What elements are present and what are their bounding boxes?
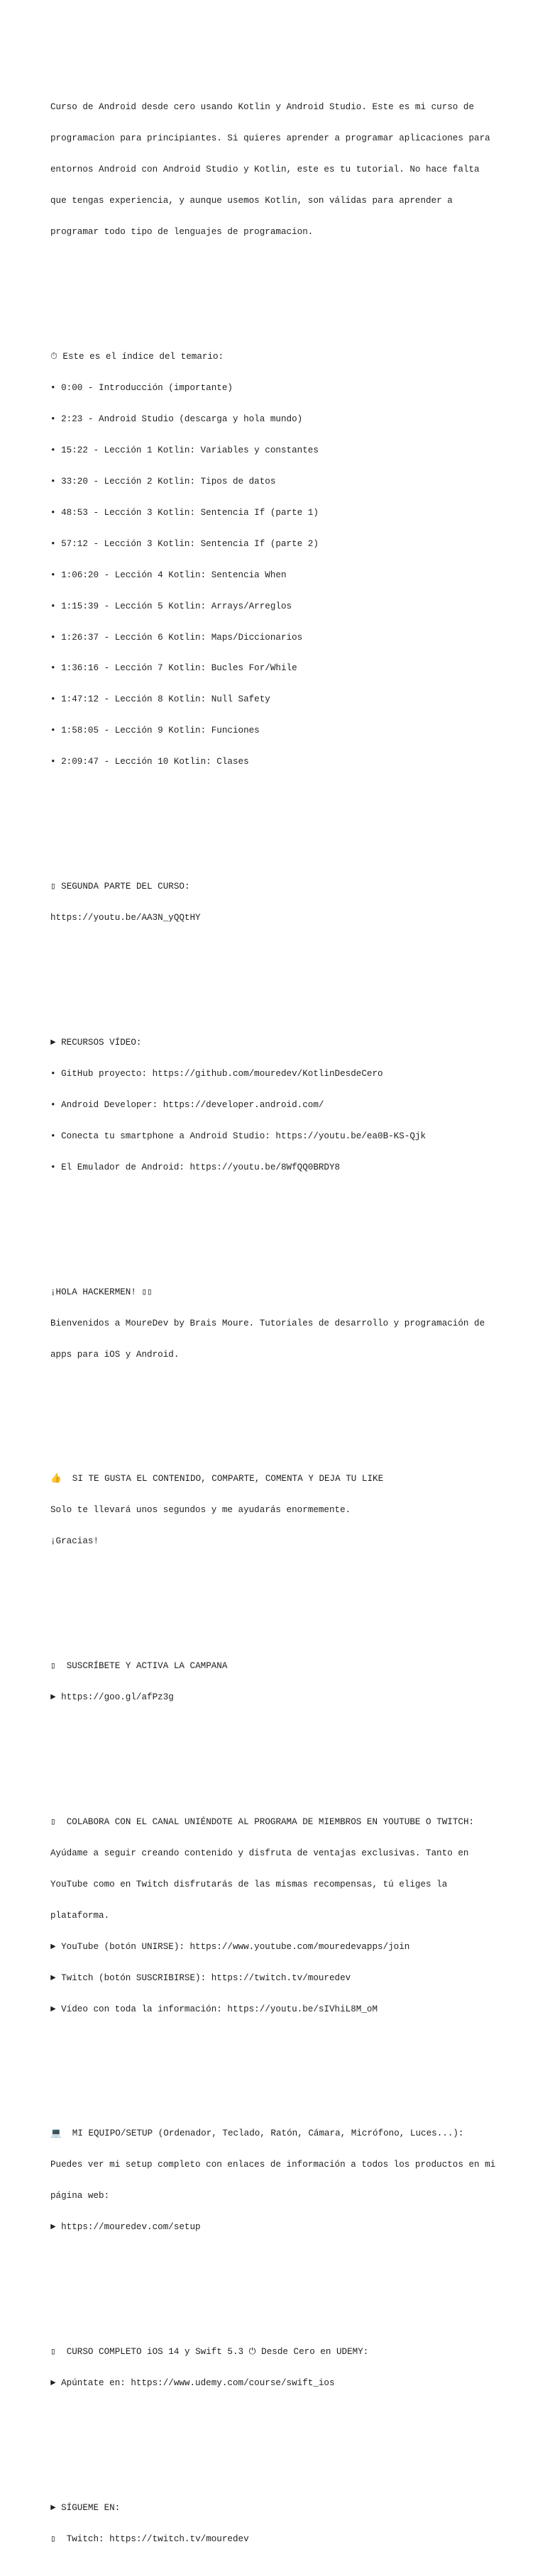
like-line: ¡Gracias! [50, 1536, 99, 1547]
resource-link[interactable]: • Android Developer: https://developer.android.com/ [50, 1099, 324, 1110]
members-line: YouTube como en Twitch disfrutarás de las mismas recompensas, tú eliges la [50, 1879, 448, 1889]
index-item[interactable]: • 1:15:39 - Lección 5 Kotlin: Arrays/Arreglos [50, 601, 292, 611]
spacer [50, 1589, 540, 1599]
resource-link[interactable]: • Conecta tu smartphone a Android Studio: https://youtu.be/ea0B-KS-Qjk [50, 1131, 426, 1141]
resource-link[interactable]: • GitHub proyecto: https://github.com/mouredev/KotlinDesdeCero [50, 1068, 383, 1079]
members-link[interactable]: ► Twitch (botón SUSCRIBIRSE): https://twitch.tv/mouredev [50, 1972, 351, 1983]
like-heading: 👍 SI TE GUSTA EL CONTENIDO, COMPARTE, COMENTA Y DEJA TU LIKE [50, 1474, 384, 1484]
welcome-heading: ¡HOLA HACKERMEN! ▯▯ [50, 1287, 153, 1297]
intro-line: programacion para principiantes. Si quieres aprender a programar aplicaciones para [50, 133, 490, 144]
welcome-line: apps para iOS y Android. [50, 1349, 180, 1360]
index-item[interactable]: • 2:09:47 - Lección 10 Kotlin: Clases [50, 757, 249, 767]
second-part-section [50, 861, 540, 944]
index-item[interactable]: • 2:23 - Android Studio (descarga y hola mundo) [50, 413, 303, 424]
members-line: plataforma. [50, 1910, 110, 1921]
video-description [50, 50, 540, 2576]
spacer [50, 1214, 540, 1225]
spacer [50, 2275, 540, 2285]
second-part-link[interactable]: https://youtu.be/AA3N_yQQtHY [50, 913, 201, 923]
spacer [50, 279, 540, 289]
index-item[interactable]: • 57:12 - Lección 3 Kotlin: Sentencia If (parte 2) [50, 538, 319, 549]
index-item[interactable]: • 1:36:16 - Lección 7 Kotlin: Bucles For/While [50, 663, 297, 674]
spacer [50, 965, 540, 975]
setup-line: Puedes ver mi setup completo con enlaces de información a todos los productos en mi [50, 2160, 496, 2170]
welcome-line: Bienvenidos a MoureDev by Brais Moure. Tutoriales de desarrollo y programación de [50, 1318, 485, 1328]
setup-section [50, 2108, 540, 2253]
index-heading: ⏱ Este es el índice del temario: [50, 351, 224, 362]
subscribe-heading: ▯ SUSCRÍBETE Y ACTIVA LA CAMPANA [50, 1661, 228, 1672]
intro-line: Curso de Android desde cero usando Kotlin y Android Studio. Este es mi curso de [50, 102, 475, 113]
setup-line: página web: [50, 2191, 110, 2202]
follow-section [50, 2482, 540, 2565]
spacer [50, 809, 540, 820]
ios-course-section [50, 2326, 540, 2409]
members-section [50, 1797, 540, 2036]
resource-link[interactable]: • El Emulador de Android: https://youtu.be/8WfQQ0BRDY8 [50, 1162, 341, 1172]
index-item[interactable]: • 1:06:20 - Lección 4 Kotlin: Sentencia When [50, 570, 287, 580]
intro-line: entornos Android con Android Studio y Kotlin, este es tu tutorial. No hace falta [50, 165, 480, 175]
second-part-heading: ▯ SEGUNDA PARTE DEL CURSO: [50, 882, 190, 892]
resources-heading: ► RECURSOS VÍDEO: [50, 1037, 142, 1048]
members-line: Ayúdame a seguir creando contenido y disfruta de ventajas exclusivas. Tanto en [50, 1848, 469, 1858]
intro-paragraph [50, 82, 540, 258]
welcome-section [50, 1266, 540, 1380]
index-item[interactable]: • 15:22 - Lección 1 Kotlin: Variables y constantes [50, 445, 319, 455]
resources-section [50, 1017, 540, 1194]
twitch-link[interactable]: ▯ Twitch: https://twitch.tv/mouredev [50, 2533, 249, 2544]
intro-line: programar todo tipo de lenguajes de programacion. [50, 227, 314, 238]
index-item[interactable]: • 1:58:05 - Lección 9 Kotlin: Funciones [50, 726, 260, 736]
setup-link[interactable]: ► https://mouredev.com/setup [50, 2222, 201, 2233]
subscribe-link[interactable]: ► https://goo.gl/afPz3g [50, 1692, 174, 1703]
ios-course-link[interactable]: ► Apúntate en: https://www.udemy.com/course/swift_ios [50, 2378, 335, 2389]
spacer [50, 1744, 540, 1755]
intro-line: que tengas experiencia, y aunque usemos Kotlin, son válidas para aprender a [50, 196, 453, 206]
spacer [50, 2056, 540, 2067]
members-link[interactable]: ► YouTube (botón UNIRSE): https://www.youtube.com/mouredevapps/join [50, 1941, 410, 1952]
index-item[interactable]: • 33:20 - Lección 2 Kotlin: Tipos de datos [50, 476, 276, 487]
members-link[interactable]: ► Vídeo con toda la información: https://youtu.be/sIVhiL8M_oM [50, 2004, 378, 2014]
like-line: Solo te llevará unos segundos y me ayudarás enormemente. [50, 1505, 351, 1516]
ios-course-heading: ▯ CURSO COMPLETO iOS 14 y Swift 5.3 ⏻ Desde Cero en UDEMY: [50, 2347, 369, 2358]
like-section [50, 1453, 540, 1567]
members-heading: ▯ COLABORA CON EL CANAL UNIÉNDOTE AL PROGRAMA DE MIEMBROS EN YOUTUBE O TWITCH: [50, 1816, 475, 1827]
setup-heading: 💻 MI EQUIPO/SETUP (Ordenador, Teclado, Ratón, Cámara, Micrófono, Luces...): [50, 2128, 464, 2139]
spacer [50, 1401, 540, 1412]
follow-heading: ► SÍGUEME EN: [50, 2502, 121, 2513]
index-item[interactable]: • 0:00 - Introducción (importante) [50, 382, 233, 393]
index-section [50, 331, 540, 789]
index-item[interactable]: • 48:53 - Lección 3 Kotlin: Sentencia If (parte 1) [50, 507, 319, 518]
subscribe-section [50, 1640, 540, 1723]
index-item[interactable]: • 1:47:12 - Lección 8 Kotlin: Null Safety [50, 694, 270, 705]
spacer [50, 2430, 540, 2441]
index-item[interactable]: • 1:26:37 - Lección 6 Kotlin: Maps/Diccionarios [50, 632, 303, 643]
